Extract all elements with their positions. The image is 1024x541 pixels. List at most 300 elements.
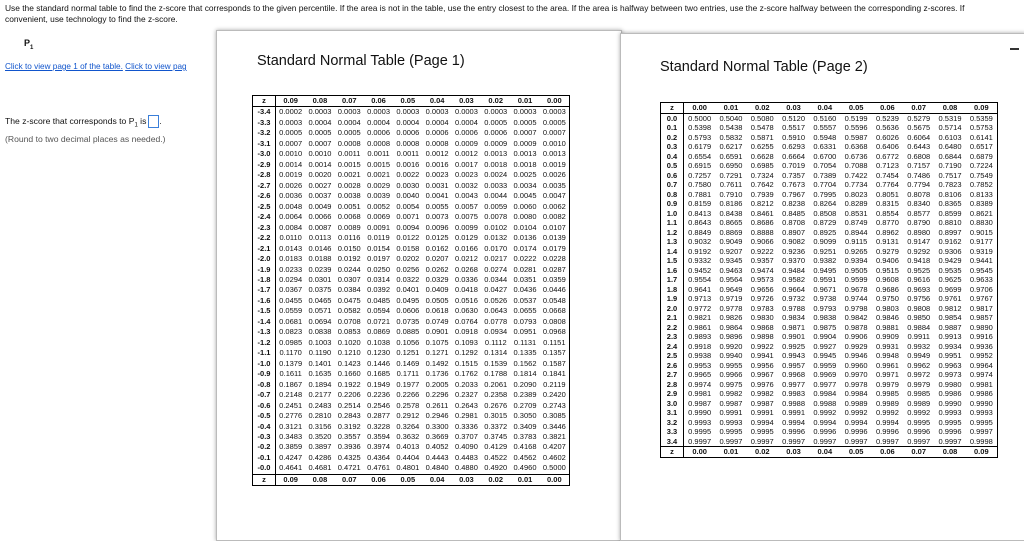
value-cell: 0.9990 — [688, 408, 712, 417]
value-cell: 0.9616 — [907, 275, 931, 284]
value-cell: 0.9554 — [688, 275, 712, 284]
value-cell: 0.8413 — [688, 208, 712, 218]
value-cell: 0.0010 — [279, 149, 303, 159]
value-cell: 0.5199 — [844, 113, 868, 123]
value-cell: 0.9997 — [750, 436, 774, 446]
value-cell: 0.0016 — [396, 159, 420, 169]
table-row — [253, 390, 569, 400]
value-cell: 0.9972 — [907, 370, 931, 379]
z-cell: 0.5 — [661, 161, 684, 171]
value-cell: 0.9995 — [719, 427, 743, 436]
question-text: The z-score that corresponds to P — [5, 116, 135, 126]
value-cell: 0.08 — [942, 447, 958, 456]
value-cell: 0.1685 — [367, 369, 391, 379]
value-cell: 0.1660 — [337, 369, 361, 379]
table-row — [253, 128, 569, 138]
value-cell: 0.9927 — [813, 341, 837, 351]
value-cell: 0.0183 — [279, 254, 303, 264]
value-cell: 0.3897 — [308, 442, 332, 452]
value-cell: 0.0559 — [279, 306, 303, 316]
value-cell: 0.00 — [692, 103, 707, 112]
value-cell: 0.2981 — [454, 411, 478, 421]
value-cell: 0.8749 — [844, 218, 868, 227]
value-cell: 0.0006 — [425, 128, 449, 138]
value-cell: 0.9946 — [844, 351, 868, 360]
value-cell: 0.0582 — [337, 306, 361, 316]
value-cell: 0.4090 — [454, 442, 478, 452]
value-cell: 0.8888 — [750, 227, 774, 237]
value-cell: 0.9977 — [813, 379, 837, 389]
value-cell: 0.0129 — [454, 233, 478, 243]
value-cell: 0.0281 — [513, 264, 537, 274]
value-cell: 0.9938 — [688, 351, 712, 360]
value-cell: 0.0005 — [337, 128, 361, 138]
value-cell: 0.2514 — [337, 400, 361, 410]
value-cell: 0.0073 — [425, 212, 449, 222]
z-cell: 2.2 — [661, 323, 684, 333]
value-cell: 0.8133 — [969, 189, 993, 199]
z-cell: -0.4 — [253, 422, 276, 432]
value-cell: 0.9719 — [719, 294, 743, 303]
value-cell: 0.9974 — [969, 370, 993, 379]
value-cell: 0.9306 — [938, 246, 962, 256]
table-row — [253, 170, 569, 180]
table-header-row — [661, 103, 997, 114]
z-cell: -1.4 — [253, 317, 276, 327]
value-cell: 0.9932 — [907, 341, 931, 351]
value-cell: 0.3632 — [396, 432, 420, 441]
value-cell: 0.6915 — [688, 161, 712, 170]
value-cell: 0.9911 — [907, 332, 930, 341]
table-header-row — [253, 96, 569, 107]
table-row — [253, 442, 569, 452]
value-cell: 0.9978 — [844, 379, 868, 389]
value-cell: 0.4168 — [513, 442, 537, 452]
value-cell: 0.0287 — [542, 264, 566, 274]
value-cell: 0.2743 — [542, 400, 566, 410]
value-cell: 0.9854 — [938, 313, 962, 322]
value-cell: 0.1515 — [454, 358, 478, 368]
value-cell: 0.0764 — [454, 316, 478, 326]
value-cell: 0.9319 — [969, 246, 993, 256]
value-cell: 0.0655 — [513, 306, 537, 316]
value-cell: 0.0005 — [484, 117, 508, 127]
value-cell: 0.5636 — [875, 123, 899, 132]
value-cell: 0.0013 — [513, 149, 537, 159]
value-cell: 0.7642 — [750, 180, 774, 189]
value-cell: 0.9977 — [782, 379, 806, 389]
value-cell: 0.4602 — [542, 452, 566, 462]
value-cell: 0.0013 — [484, 149, 508, 159]
value-cell: 0.02 — [754, 447, 770, 456]
value-cell: 0.5793 — [688, 132, 712, 142]
value-cell: 0.0075 — [454, 212, 478, 222]
z-cell: 0.1 — [661, 123, 684, 133]
table-row — [253, 202, 569, 212]
minimize-icon[interactable] — [1010, 48, 1019, 50]
value-cell: 0.0006 — [367, 128, 391, 138]
value-cell: 0.0003 — [308, 107, 332, 117]
z-cell: -2.9 — [253, 160, 276, 170]
value-cell: 0.0040 — [396, 191, 420, 201]
value-cell: 0.2611 — [425, 400, 449, 410]
value-cell: 0.9015 — [969, 227, 993, 237]
value-cell: 0.5000 — [688, 113, 712, 123]
value-cell: 0.5987 — [844, 132, 868, 142]
value-cell: 0.0359 — [542, 274, 566, 284]
value-cell: 0.0006 — [484, 128, 508, 138]
z-cell: -0.1 — [253, 453, 276, 463]
value-cell: 0.8770 — [875, 218, 899, 227]
value-cell: 0.9788 — [782, 303, 806, 313]
value-cell: 0.9985 — [907, 389, 931, 398]
value-cell: 0.9803 — [875, 303, 899, 313]
value-cell: 0.8531 — [844, 208, 868, 218]
z-cell: 3.3 — [661, 427, 684, 437]
table-row — [661, 247, 997, 257]
value-cell: 0.0222 — [513, 254, 537, 264]
value-cell: 0.2451 — [279, 400, 303, 410]
value-cell: 0.9279 — [875, 246, 899, 256]
value-cell: 0.9406 — [875, 256, 899, 265]
standard-normal-table-page1 — [252, 95, 570, 486]
value-cell: 0.2206 — [337, 390, 361, 400]
value-cell: 0.7422 — [844, 170, 868, 180]
value-cell: 0.9706 — [969, 284, 993, 294]
value-cell: 0.6331 — [813, 142, 837, 151]
value-cell: 0.0002 — [279, 107, 303, 117]
value-cell: 0.0023 — [425, 170, 449, 180]
z-cell: 2.0 — [661, 304, 684, 314]
value-cell: 0.0007 — [308, 138, 332, 148]
value-cell: 0.03 — [459, 474, 474, 484]
value-cell: 0.9525 — [907, 265, 931, 275]
table-row — [253, 401, 569, 411]
value-cell: 0.9918 — [688, 341, 712, 351]
value-cell: 0.9982 — [719, 389, 743, 398]
table-row — [661, 418, 997, 428]
value-cell: 0.3156 — [308, 421, 332, 431]
value-cell: 0.0036 — [279, 191, 303, 201]
value-cell: 0.1190 — [308, 348, 332, 358]
value-cell: 0.0643 — [484, 306, 508, 316]
value-cell: 0.9678 — [844, 284, 868, 294]
value-cell: 0.0749 — [425, 316, 449, 326]
value-cell: 0.9767 — [969, 294, 993, 303]
value-cell: 0.9992 — [813, 408, 837, 417]
z-cell: 2.5 — [661, 351, 684, 361]
value-cell: 0.7673 — [782, 180, 806, 189]
value-cell: 0.9952 — [969, 351, 993, 360]
answer-input[interactable] — [148, 115, 159, 128]
value-cell: 0.0329 — [425, 274, 449, 284]
value-cell: 0.05 — [848, 103, 864, 112]
value-cell: 0.0436 — [513, 285, 537, 295]
value-cell: 0.0019 — [542, 159, 566, 169]
value-cell: 0.0007 — [279, 138, 303, 148]
value-cell: 0.0022 — [396, 170, 420, 180]
table-row — [661, 389, 997, 399]
value-cell: 0.6950 — [719, 161, 743, 170]
value-cell: 0.7517 — [938, 170, 962, 180]
value-cell: 0.0068 — [337, 212, 361, 222]
value-cell: 0.8389 — [969, 199, 993, 208]
z-cell: 2.4 — [661, 342, 684, 352]
value-cell: 0.9988 — [782, 398, 806, 408]
value-cell: 0.9968 — [782, 370, 806, 379]
z-cell: -2.0 — [253, 254, 276, 264]
value-cell: 0.0322 — [396, 274, 420, 284]
value-cell: 0.9941 — [750, 351, 774, 360]
table-page2-window — [620, 33, 1024, 541]
value-cell: 0.9996 — [813, 427, 837, 436]
value-cell: 0.5319 — [938, 113, 962, 123]
value-cell: 0.2296 — [425, 390, 449, 400]
value-cell: 0.9382 — [813, 256, 837, 265]
value-cell: 0.0057 — [454, 201, 478, 211]
value-cell: 0.0537 — [513, 295, 537, 305]
rounding-hint: (Round to two decimal places as needed.) — [5, 133, 166, 144]
value-cell: 0.1492 — [425, 358, 449, 368]
value-cell: 0.0003 — [542, 107, 566, 117]
value-cell: 0.0004 — [367, 117, 391, 127]
value-cell: 0.0033 — [484, 180, 508, 190]
value-cell: 0.0047 — [542, 191, 566, 201]
value-cell: 0.9961 — [875, 360, 899, 370]
value-cell: 0.1379 — [279, 358, 303, 368]
value-cell: 0.9649 — [719, 284, 743, 294]
z-cell: -3.0 — [253, 149, 276, 159]
value-cell: 0.0094 — [396, 222, 420, 232]
value-cell: 0.8238 — [782, 199, 806, 208]
value-cell: 0.2177 — [308, 390, 332, 400]
value-cell: 0.0384 — [337, 285, 361, 295]
value-cell: 0.7734 — [844, 180, 868, 189]
value-cell: 0.0043 — [454, 191, 478, 201]
value-cell: 0.9997 — [875, 436, 899, 446]
value-cell: 0.9967 — [750, 370, 774, 379]
value-cell: 0.01 — [723, 447, 739, 456]
table-page1-window — [216, 30, 622, 541]
value-cell: 0.8212 — [750, 199, 774, 208]
value-cell: 0.6628 — [750, 151, 774, 161]
z-cell: 1.4 — [661, 247, 684, 257]
value-cell: 0.0516 — [454, 295, 478, 305]
value-cell: 0.7611 — [719, 180, 743, 189]
value-cell: 0.6517 — [969, 142, 993, 151]
table-row — [661, 361, 997, 371]
value-cell: 0.7257 — [688, 170, 712, 180]
value-cell: 0.9251 — [813, 246, 837, 256]
value-cell: 0.0004 — [425, 117, 449, 127]
value-cell: 0.7910 — [719, 189, 743, 199]
value-cell: 0.0031 — [425, 180, 449, 190]
table-row — [253, 139, 569, 149]
value-cell: 0.5714 — [938, 123, 962, 132]
value-cell: 0.0012 — [425, 149, 449, 159]
value-cell: 0.9995 — [907, 417, 931, 427]
z-cell: 1.3 — [661, 237, 684, 247]
table-row — [661, 294, 997, 304]
value-cell: 0.0793 — [513, 316, 537, 326]
panel1-title: Standard Normal Table (Page 1) — [257, 53, 465, 69]
value-cell: 0.9962 — [907, 360, 931, 370]
value-cell: 0.8186 — [719, 199, 743, 208]
value-cell: 0.2005 — [425, 379, 449, 389]
value-cell: 0.08 — [312, 474, 328, 484]
value-cell: 0.00 — [547, 474, 562, 484]
value-cell: 0.9943 — [782, 351, 806, 360]
value-cell: 0.9976 — [750, 379, 774, 389]
value-cell: 0.0192 — [337, 254, 361, 264]
z-cell: 1.8 — [661, 285, 684, 295]
table-row — [253, 380, 569, 390]
value-cell: 0.9988 — [813, 398, 837, 408]
value-cell: 0.1151 — [543, 337, 566, 347]
value-cell: 0.05 — [400, 474, 416, 484]
value-cell: 0.6103 — [938, 132, 962, 142]
value-cell: 0.4721 — [337, 463, 361, 473]
value-cell: 0.9991 — [750, 408, 774, 417]
value-cell: 0.2676 — [484, 400, 508, 410]
value-cell: 0.0132 — [484, 233, 508, 243]
value-cell: 0.0162 — [425, 243, 449, 253]
value-cell: 0.4801 — [396, 463, 420, 473]
table-row — [253, 265, 569, 275]
value-cell: 0.0853 — [337, 327, 361, 337]
value-cell: 0.0708 — [337, 316, 361, 326]
value-cell: 0.3936 — [337, 442, 361, 452]
value-cell: 0.3372 — [484, 421, 508, 431]
value-cell: 0.0256 — [396, 264, 420, 274]
value-cell: 0.7291 — [719, 170, 743, 180]
value-cell: 0.07 — [911, 447, 927, 456]
value-cell: 0.1093 — [454, 337, 478, 347]
table-row — [661, 370, 997, 380]
table-row — [253, 212, 569, 222]
value-cell: 0.6368 — [844, 142, 868, 151]
value-cell: 0.0139 — [542, 233, 566, 243]
value-cell: 0.3121 — [279, 421, 303, 431]
value-cell: 0.0143 — [279, 243, 303, 253]
value-cell: 0.1271 — [425, 348, 449, 358]
value-cell: 0.4207 — [542, 442, 566, 452]
value-cell: 0.9495 — [813, 265, 837, 275]
value-cell: 0.2643 — [454, 400, 478, 410]
value-cell: 0.2546 — [367, 400, 391, 410]
value-cell: 0.0082 — [542, 212, 566, 222]
value-cell: 0.9964 — [969, 360, 993, 370]
standard-normal-table-page2 — [660, 102, 998, 458]
value-cell: 0.0024 — [484, 170, 508, 180]
value-cell: 0.0110 — [279, 233, 302, 243]
value-cell: 0.0008 — [396, 138, 420, 148]
value-cell: 0.9830 — [750, 313, 774, 322]
z-cell: 1.7 — [661, 275, 684, 285]
z-cell: -1.7 — [253, 285, 276, 295]
value-cell: 0.2090 — [513, 379, 537, 389]
value-cell: 0.0274 — [484, 264, 508, 274]
value-cell: 0.7823 — [938, 180, 962, 189]
value-cell: 0.9292 — [907, 246, 931, 256]
value-cell: 0.0102 — [484, 222, 508, 232]
value-cell: 0.9394 — [844, 256, 868, 265]
value-cell: 0.0107 — [542, 222, 566, 232]
table-row — [661, 399, 997, 409]
value-cell: 0.4013 — [396, 442, 420, 452]
value-cell: 0.0427 — [484, 285, 508, 295]
value-cell: 0.0052 — [367, 201, 391, 211]
value-cell: 0.0041 — [425, 191, 449, 201]
value-cell: 0.9949 — [907, 351, 931, 360]
value-cell: 0.6026 — [875, 132, 899, 142]
value-cell: 0.9345 — [719, 256, 743, 265]
table-row — [253, 359, 569, 369]
value-cell: 0.0048 — [279, 201, 303, 211]
value-cell: 0.9931 — [875, 341, 899, 351]
value-cell: 0.9969 — [813, 370, 837, 379]
value-cell: 0.9484 — [782, 265, 806, 275]
z-cell: 0.2 — [661, 133, 684, 143]
value-cell: 0.0188 — [308, 254, 332, 264]
view-page1-link[interactable]: Click to view page 1 of the table. — [5, 62, 123, 71]
value-cell: 0.6808 — [907, 151, 931, 161]
value-cell: 0.0146 — [308, 243, 332, 253]
table-row — [253, 453, 569, 463]
value-cell: 0.9994 — [875, 417, 899, 427]
value-cell: 0.9783 — [750, 303, 774, 313]
table-row — [253, 369, 569, 379]
value-cell: 0.0006 — [454, 128, 478, 138]
value-cell: 0.0475 — [337, 295, 361, 305]
instructions-text: Use the standard normal table to find the z-score that corresponds to the given percentile. If the area is not in the table, use the entry closest to the area. If the area is halfway between two entries, use the z-score halfway between the corresponding z-scores. If convenient, use technology to find the z-score. — [5, 3, 965, 24]
value-cell: 0.9222 — [750, 246, 774, 256]
value-cell: 0.9842 — [844, 313, 868, 322]
table-row — [253, 411, 569, 421]
value-cell: 0.0045 — [513, 191, 537, 201]
value-cell: 0.0044 — [484, 191, 508, 201]
value-cell: 0.5832 — [719, 132, 743, 142]
value-cell: 0.0007 — [542, 128, 566, 138]
value-cell: 0.6700 — [813, 151, 837, 161]
value-cell: 0.9686 — [875, 284, 899, 294]
value-cell: 0.4129 — [484, 442, 508, 452]
value-cell: 0.4880 — [454, 463, 478, 473]
value-cell: 0.1611 — [279, 369, 302, 379]
value-cell: 0.9922 — [750, 341, 774, 351]
value-cell: 0.9975 — [719, 379, 743, 389]
table-row — [661, 209, 997, 219]
value-cell: 0.0154 — [367, 243, 391, 253]
value-cell: 0.8159 — [688, 199, 712, 208]
value-cell: 0.5871 — [750, 132, 774, 142]
value-cell: 0.0228 — [542, 254, 566, 264]
value-cell: 0.09 — [974, 447, 989, 456]
value-cell: 0.1922 — [337, 379, 361, 389]
z-cell: 2.9 — [661, 389, 684, 399]
value-cell: 0.1539 — [484, 358, 508, 368]
value-cell: 0.2266 — [396, 390, 420, 400]
value-cell: 0.6664 — [782, 151, 806, 161]
value-cell: 0.9778 — [719, 303, 743, 313]
value-cell: 0.9904 — [813, 332, 837, 341]
value-cell: 0.2843 — [337, 411, 361, 421]
value-cell: 0.0294 — [279, 274, 303, 284]
view-page2-link[interactable]: Click to view pag — [125, 62, 187, 71]
table-row — [253, 181, 569, 191]
value-cell: 0.0008 — [425, 138, 449, 148]
value-cell: 0.6480 — [938, 142, 962, 151]
